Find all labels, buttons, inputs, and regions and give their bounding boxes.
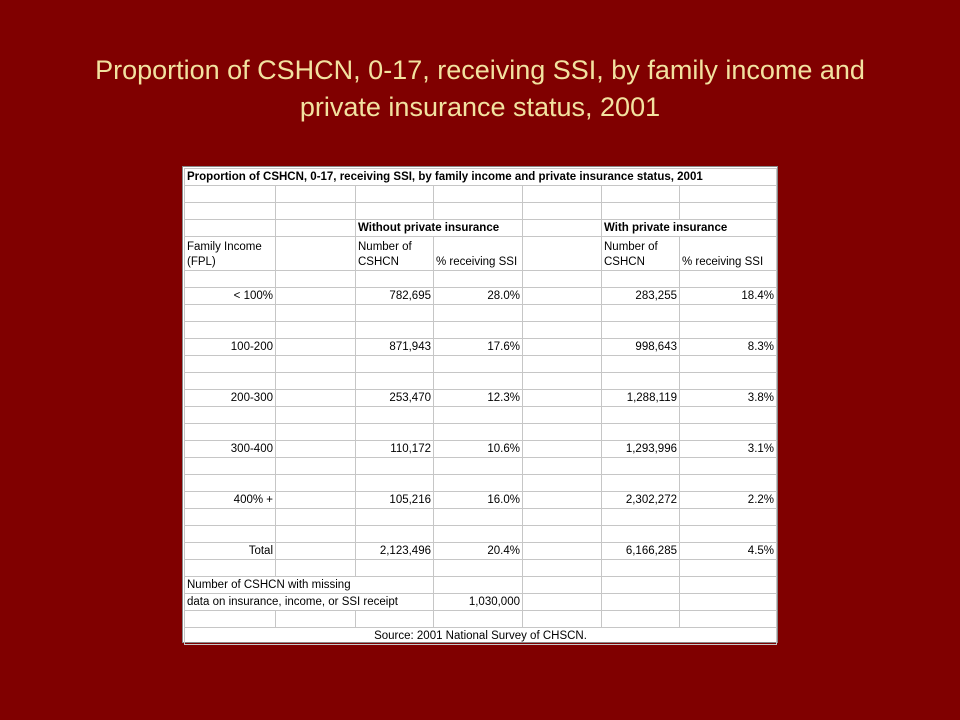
col-header-number-with: Number of CSHCN [602,237,680,271]
number-with-cell: 1,293,996 [602,441,680,458]
ssi-table [184,168,777,645]
income-cell: 300-400 [185,441,276,458]
pct-with-cell: 3.1% [680,441,777,458]
table-row [185,390,777,407]
table-row [185,492,777,509]
number-with-cell: 1,288,119 [602,390,680,407]
number-without-cell: 871,943 [356,339,434,356]
number-without-cell: 253,470 [356,390,434,407]
col-header-family-income: Family Income (FPL) [185,237,276,271]
pct-without-cell: 16.0% [434,492,523,509]
number-with-cell: 6,166,285 [602,543,680,560]
income-cell: 200-300 [185,390,276,407]
pct-without-cell: 28.0% [434,288,523,305]
col-header-number-without: Number of CSHCN [356,237,434,271]
number-with-cell: 2,302,272 [602,492,680,509]
slide-title: Proportion of CSHCN, 0-17, receiving SSI, by family income and private insurance status, 2001 [95,55,865,122]
missing-data-label-line2: data on insurance, income, or SSI receipt [185,594,434,611]
missing-data-label-line1: Number of CSHCN with missing [185,577,434,594]
table-row [185,288,777,305]
pct-with-cell: 4.5% [680,543,777,560]
number-without-cell: 110,172 [356,441,434,458]
table-row-total [185,543,777,560]
group-header-with: With private insurance [602,220,777,237]
pct-without-cell: 12.3% [434,390,523,407]
pct-without-cell: 20.4% [434,543,523,560]
col-header-pct-with: % receiving SSI [680,237,777,271]
spreadsheet-table [182,166,778,643]
income-cell: < 100% [185,288,276,305]
number-without-cell: 2,123,496 [356,543,434,560]
number-with-cell: 998,643 [602,339,680,356]
income-cell: Total [185,543,276,560]
number-with-cell: 283,255 [602,288,680,305]
pct-with-cell: 2.2% [680,492,777,509]
income-cell: 400% + [185,492,276,509]
table-row [185,441,777,458]
number-without-cell: 782,695 [356,288,434,305]
missing-data-value: 1,030,000 [434,594,523,611]
pct-with-cell: 8.3% [680,339,777,356]
pct-with-cell: 3.8% [680,390,777,407]
source-note: Source: 2001 National Survey of CHSCN. [185,628,777,645]
col-header-pct-without: % receiving SSI [434,237,523,271]
table-title: Proportion of CSHCN, 0-17, receiving SSI, by family income and private insurance status, 2001 [185,169,777,186]
pct-with-cell: 18.4% [680,288,777,305]
pct-without-cell: 17.6% [434,339,523,356]
group-header-without: Without private insurance [356,220,523,237]
number-without-cell: 105,216 [356,492,434,509]
pct-without-cell: 10.6% [434,441,523,458]
table-row [185,339,777,356]
income-cell: 100-200 [185,339,276,356]
